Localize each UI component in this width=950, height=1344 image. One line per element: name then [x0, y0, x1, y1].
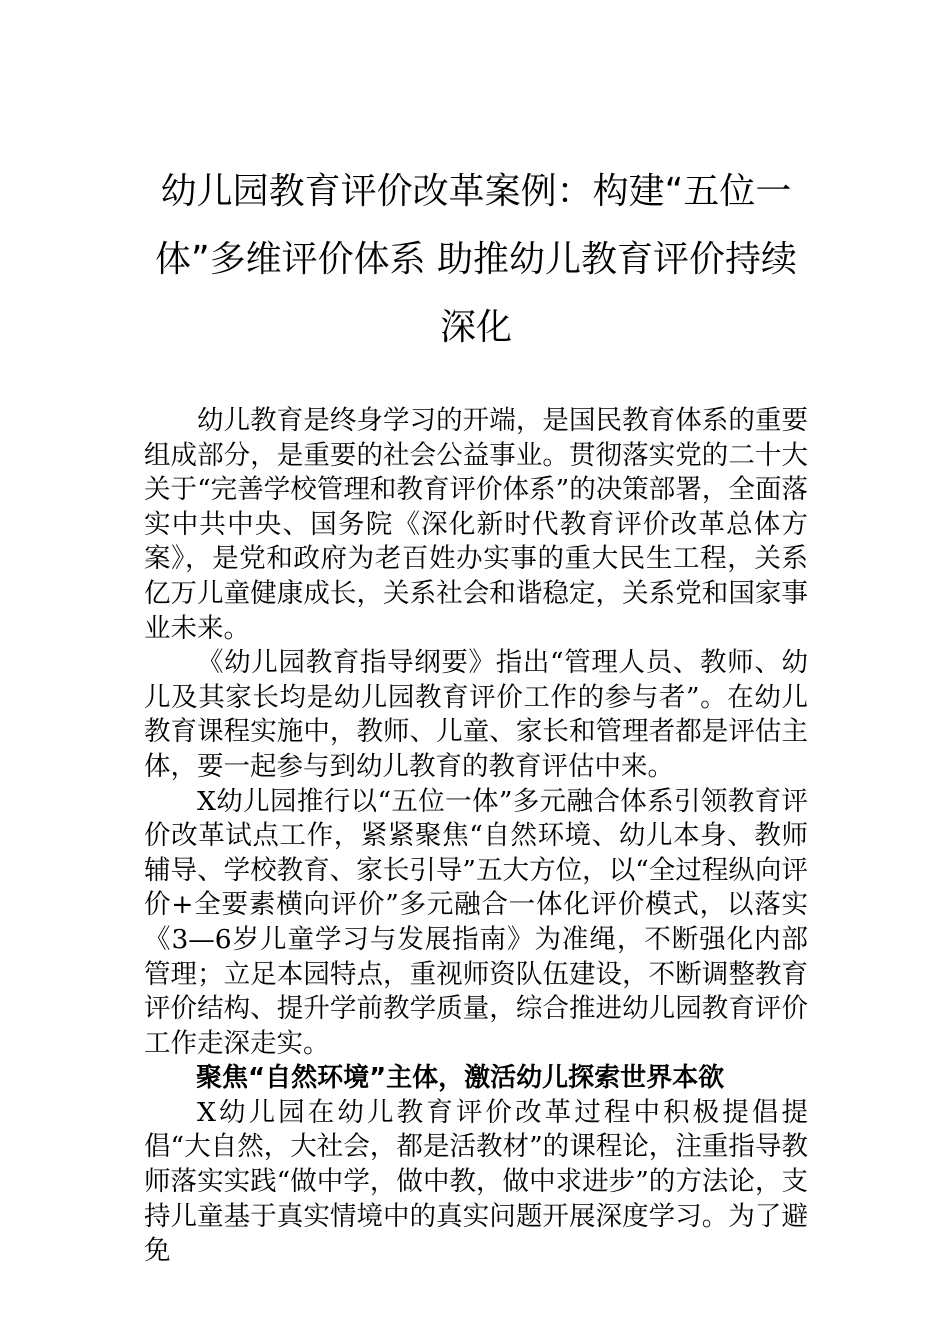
section-heading: 聚焦“自然环境”主体，激活幼儿探索世界本欲	[196, 1063, 725, 1094]
document-title: 幼儿园教育评价改革案例：构建“五位一体”多维评价体系 助推幼儿教育评价持续深化	[154, 171, 798, 348]
paragraph-section-body: X幼儿园在幼儿教育评价改革过程中积极提倡提倡“大自然，大社会，都是活教材”的课程论，注重指导教师落实实践“做中学，做中教，做中求进步”的方法论，支持儿童基于真实情境中的真实问题开展深度学习。为了避免	[144, 1096, 808, 1267]
paragraph-guideline: 《幼儿园教育指导纲要》指出“管理人员、教师、幼儿及其家长均是幼儿园教育评价工作的参与者”。在幼儿教育课程实施中，教师、儿童、家长和管理者都是评估主体，要一起参与到幼儿教育的教育评估中来。	[144, 647, 808, 782]
paragraph-intro: 幼儿教育是终身学习的开端，是国民教育体系的重要组成部分，是重要的社会公益事业。贯彻落实党的二十大关于“完善学校管理和教育评价体系”的决策部署，全面落实中共中央、国务院《深化新时代教育评价改革总体方案》，是党和政府为老百姓办实事的重大民生工程，关系亿万儿童健康成长，关系社会和谐稳定，关系党和国家事业未来。	[144, 405, 808, 644]
paragraph-five-in-one: X幼儿园推行以“五位一体”多元融合体系引领教育评价改革试点工作，紧紧聚焦“自然环境、幼儿本身、教师辅导、学校教育、家长引导”五大方位，以“全过程纵向评价+全要素横向评价”多元融合一体化评价模式，以落实《3—6岁儿童学习与发展指南》为准绳，不断强化内部管理；立足本园特点，重视师资队伍建设，不断调整教育评价结构、提升学前教学质量，综合推进幼儿园教育评价工作走深走实。	[144, 785, 808, 1059]
